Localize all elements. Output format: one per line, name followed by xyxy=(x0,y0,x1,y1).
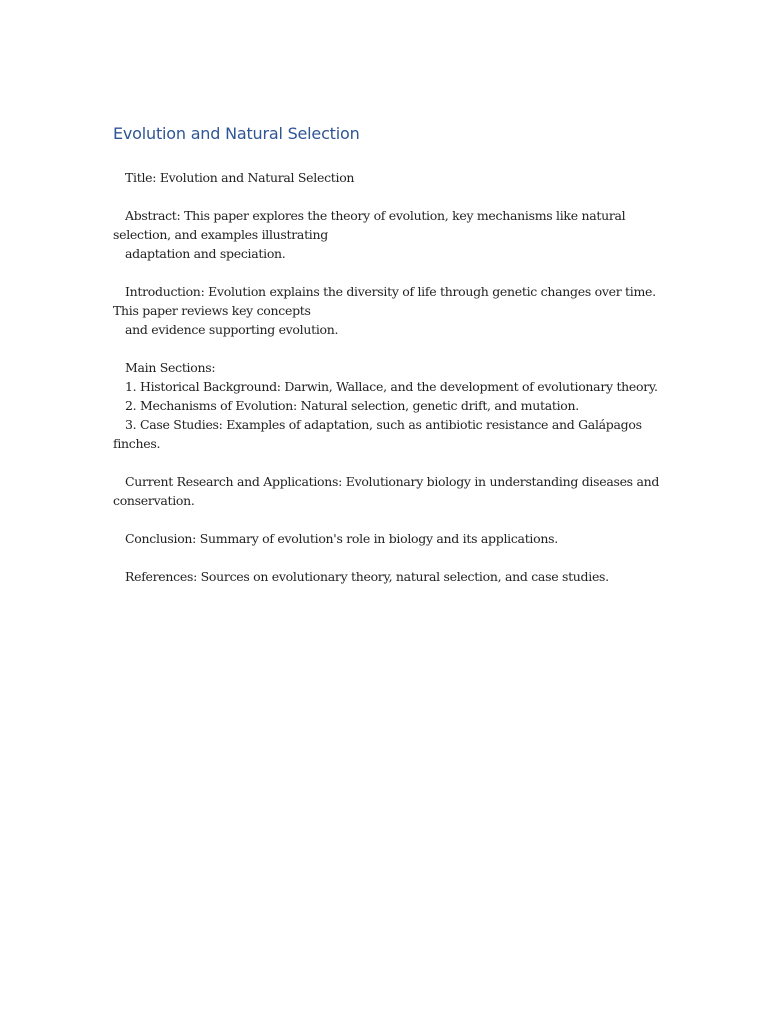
conclusion-line: Conclusion: Summary of evolution's role in biology and its applications. xyxy=(125,531,558,546)
conclusion-paragraph xyxy=(113,529,658,548)
abstract-paragraph xyxy=(113,206,658,263)
document-body xyxy=(113,168,658,605)
main-sections-paragraph xyxy=(113,358,658,453)
main-sections-label: Main Sections: xyxy=(125,360,216,375)
main-section-item-3-continuation: finches. xyxy=(113,436,161,451)
title-line: Title: Evolution and Natural Selection xyxy=(125,170,355,185)
abstract-line-3: adaptation and speciation. xyxy=(125,246,286,261)
current-research-paragraph xyxy=(113,472,658,510)
title-paragraph xyxy=(113,168,658,187)
current-research-line-2: conservation. xyxy=(113,493,195,508)
references-paragraph xyxy=(113,567,658,586)
introduction-line-1: Introduction: Evolution explains the diversity of life through genetic changes over time. xyxy=(125,284,656,299)
references-line: References: Sources on evolutionary theory, natural selection, and case studies. xyxy=(125,569,609,584)
document-heading: Evolution and Natural Selection xyxy=(113,124,360,143)
abstract-line-1: Abstract: This paper explores the theory of evolution, key mechanisms like natural xyxy=(125,208,626,223)
introduction-paragraph xyxy=(113,282,658,339)
main-section-item-1: 1. Historical Background: Darwin, Wallace, and the development of evolutionary theory. xyxy=(125,379,658,394)
main-section-item-2: 2. Mechanisms of Evolution: Natural selection, genetic drift, and mutation. xyxy=(125,398,579,413)
introduction-line-3: and evidence supporting evolution. xyxy=(125,322,339,337)
abstract-line-2: selection, and examples illustrating xyxy=(113,227,328,242)
introduction-line-2: This paper reviews key concepts xyxy=(113,303,311,318)
current-research-line-1: Current Research and Applications: Evolutionary biology in understanding diseases and xyxy=(125,474,660,489)
main-section-item-3: 3. Case Studies: Examples of adaptation, such as antibiotic resistance and Galápagos xyxy=(125,417,642,432)
